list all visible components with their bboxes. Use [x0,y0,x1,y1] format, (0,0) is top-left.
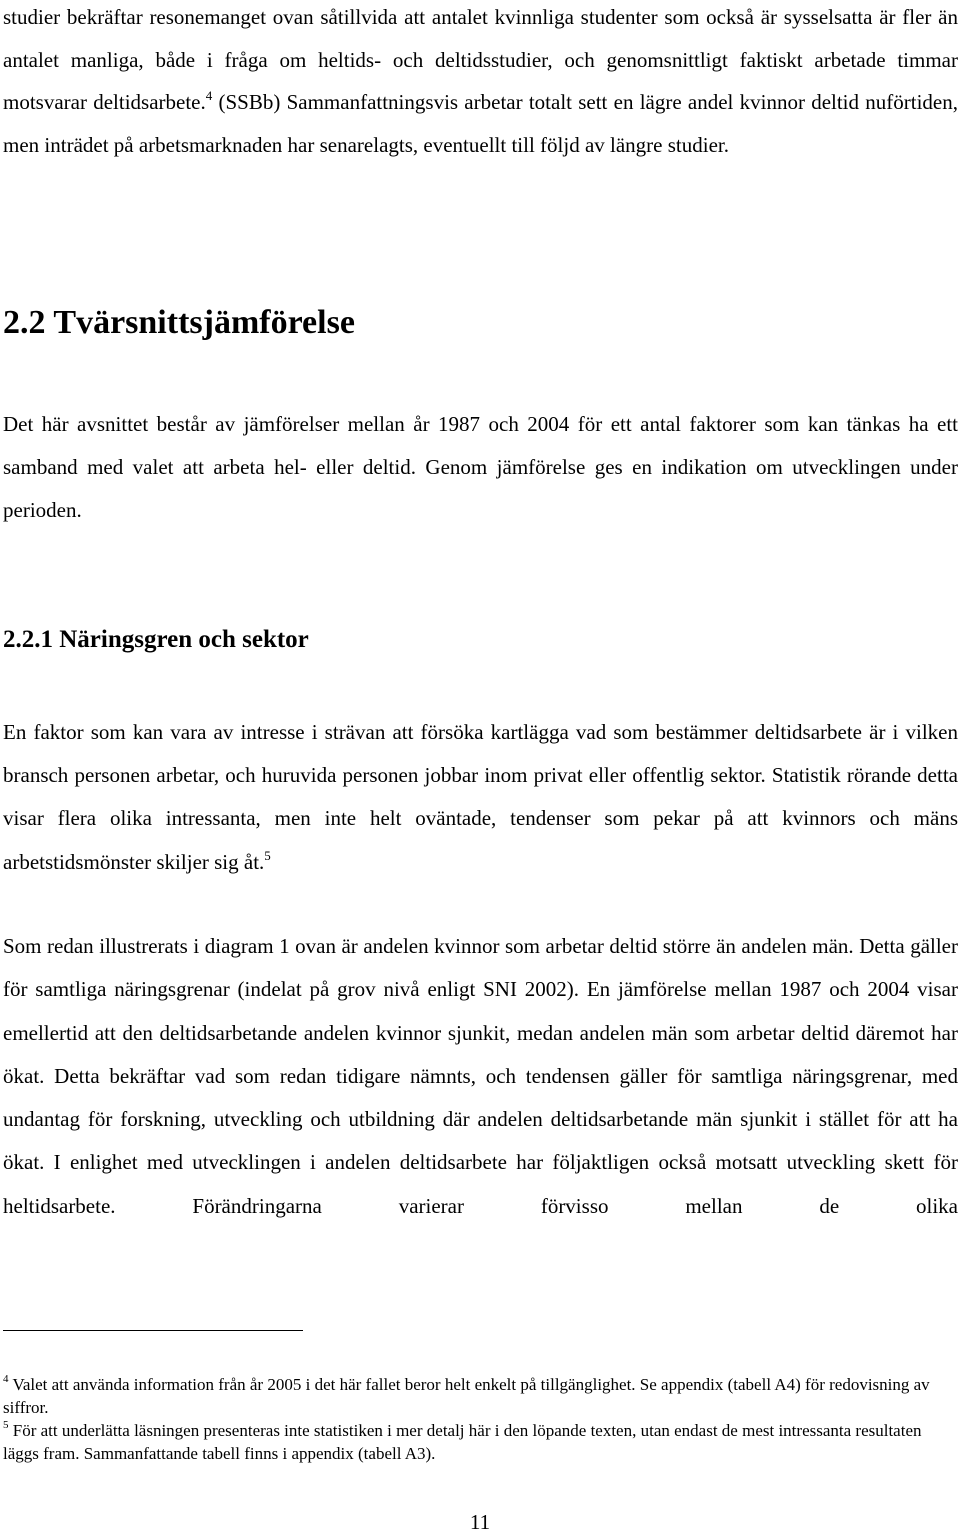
paragraph-studier [3,0,958,166]
footnote-reference[interactable]: 4 [205,88,213,103]
page-number: 11 [469,1510,491,1534]
paragraph-text: (SSBb) Sammanfattningsvis arbetar totalt sett en lägre andel kvinnor deltid nuförtiden, men inträdet på arbetsmarknaden har senarelagts, eventuellt till följd av längre studier. [3,90,958,157]
paragraph-text: En faktor som kan vara av intresse i strävan att försöka kartlägga vad som bestämmer deltidsarbete är i vilken bransch personen arbetar, och huruvida personen jobbar inom privat eller offentlig sektor. Statistik rörande detta visar flera olika intressanta, men inte helt oväntade, tendenser som pekar på att kvinnors och mäns arbetstidsmönster skiljer sig åt. [3,720,958,874]
footnote-reference[interactable]: 5 [264,847,271,863]
footnote-text: Valet att använda information från år 2005 i det här fallet beror helt enkelt på tillgänglighet. Se appendix (tabell A4) för redovisning av siffror. [3,1375,930,1417]
footnote-number: 5 [3,1419,9,1431]
section-heading: 2.2 Tvärsnittsjämförelse [3,304,355,341]
paragraph-tvarsnitt: Det här avsnittet består av jämförelser mellan år 1987 och 2004 för ett antal faktorer som kan tänkas ha ett samband med valet att arbeta hel- eller deltid. Genom jämförelse ges en indikation om utvecklingen under perioden. [3,412,958,523]
footnote-text: För att underlätta läsningen presenteras inte statistiken i mer detalj här i den löpande texten, utan endast de mest intressanta resultaten läggs fram. Sammanfattande tabell finns i appendix (tabell A3). [3,1421,922,1463]
footnote-5 [3,1419,955,1465]
paragraph-faktor [3,711,958,884]
paragraph-text: studier bekräftar resonemanget ovan såtillvida att antalet kvinnliga studenter som också är sysselsatta är fler än antalet manliga, både i fråga om heltids- och deltidsstudier, och genomsnittligt faktiskt arbetade timmar motsvarar deltidsarbete. [3,5,958,114]
paragraph-diagram: Som redan illustrerats i diagram 1 ovan är andelen kvinnor som arbetar deltid större än andelen män. Detta gäller för samtliga näringsgrenar (indelat på grov nivå enligt SNI 2002). En jämförelse mellan 1987 och 2004 visar emellertid att den deltidsarbetande andelen kvinnor sjunkit, medan andelen män som arbetar deltid däremot har ökat. Detta bekräftar vad som redan tidigare nämnts, och tendensen gäller för samtliga näringsgrenar, med undantag för forskning, utveckling och utbildning där andelen deltidsarbetande män sjunkit i stället för att ha ökat. I enlighet med utvecklingen i andelen deltidsarbete har följaktligen också motsatt utveckling skett för heltidsarbete. Förändringarna varierar förvisso mellan de olika [3,934,958,1218]
footnote-separator [3,1330,303,1331]
footnote-4 [3,1373,955,1419]
subsection-heading: 2.2.1 Näringsgren och sektor [3,626,309,653]
footnote-number: 4 [3,1373,9,1385]
